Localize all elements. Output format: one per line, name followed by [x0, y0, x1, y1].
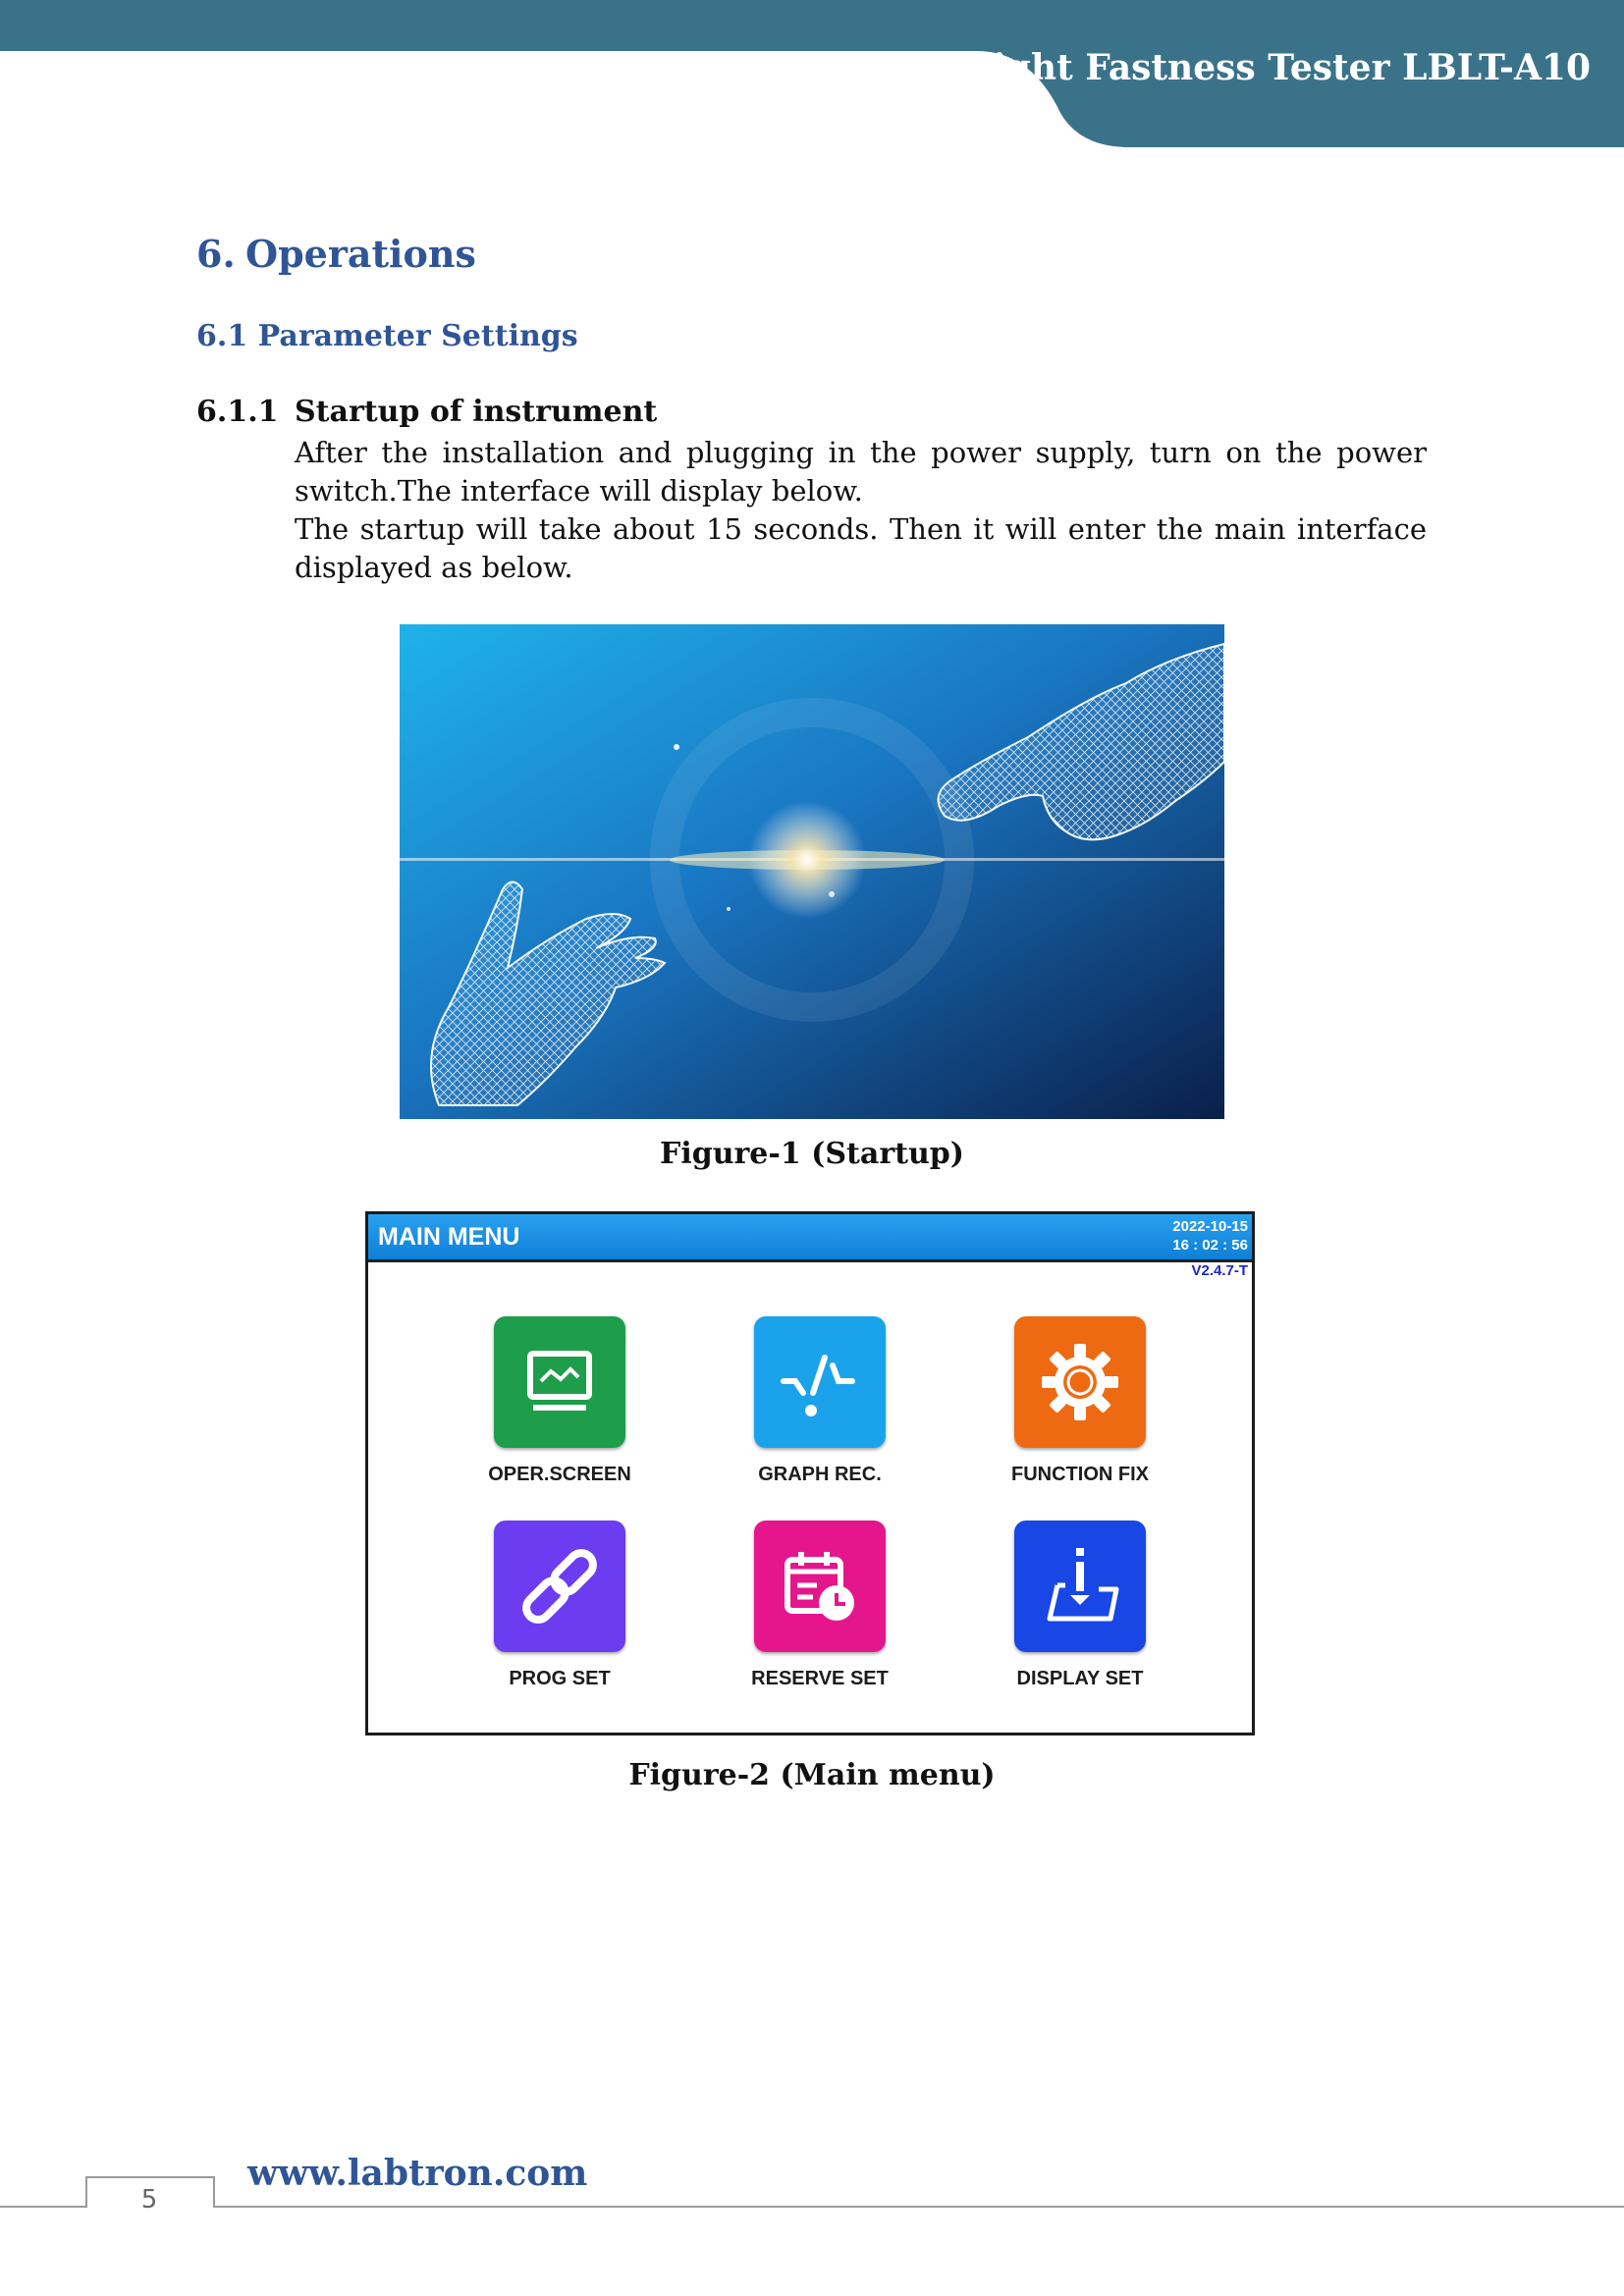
figure-2-caption: Figure-2 (Main menu)	[628, 1758, 996, 1792]
menu-date: 2022-10-15	[1172, 1218, 1248, 1235]
display-info-icon	[1014, 1521, 1146, 1652]
monitor-icon	[494, 1316, 625, 1448]
subsubsection-number: 6.1.1	[196, 395, 279, 429]
main-menu-screenshot	[365, 1211, 1255, 1735]
footer-website[interactable]: www.labtron.com	[247, 2153, 588, 2194]
section-heading	[196, 232, 476, 276]
calendar-clock-icon	[754, 1521, 886, 1652]
subsection-heading	[196, 319, 578, 353]
paragraph-2: The startup will take about 15 seconds. Then it will enter the main interface displayed as below.	[295, 512, 1427, 584]
graph-rec-label: GRAPH REC.	[758, 1464, 882, 1485]
figure-1-caption: Figure-1 (Startup)	[660, 1137, 964, 1171]
oper-screen-label: OPER.SCREEN	[488, 1464, 631, 1485]
document-title: Light Fastness Tester LBLT-A10	[967, 47, 1591, 88]
subsection-number: 6.1	[196, 319, 248, 353]
menu-title: MAIN MENU	[378, 1223, 520, 1251]
subsubsection-title: Startup of instrument	[295, 395, 658, 429]
page-number: 5	[140, 2185, 158, 2215]
startup-image	[400, 624, 1224, 1119]
menu-version: V2.4.7-T	[1191, 1262, 1248, 1279]
prog-set-label: PROG SET	[509, 1668, 611, 1689]
section-number: 6.	[196, 232, 236, 276]
reserve-set-label: RESERVE SET	[751, 1668, 889, 1689]
oper-screen-button[interactable]	[494, 1316, 625, 1448]
paragraph-1: After the installation and plugging in the power supply, turn on the power switch.The interface will display below.	[295, 436, 1427, 507]
link-icon	[494, 1521, 625, 1652]
section-title: Operations	[245, 232, 476, 276]
footer-rule	[0, 2169, 1624, 2209]
reserve-set-button[interactable]	[754, 1521, 886, 1652]
menu-title-bar	[368, 1214, 1252, 1262]
display-set-button[interactable]	[1014, 1521, 1146, 1652]
gear-icon	[1014, 1316, 1146, 1448]
subsection-title: Parameter Settings	[257, 319, 578, 353]
function-fix-label: FUNCTION FIX	[1011, 1464, 1149, 1485]
subsubsection-heading	[196, 395, 657, 429]
prog-set-button[interactable]	[494, 1521, 625, 1652]
graph-icon	[754, 1316, 886, 1448]
menu-time: 16 : 02 : 56	[1172, 1237, 1248, 1254]
graph-rec-button[interactable]	[754, 1316, 886, 1448]
function-fix-button[interactable]	[1014, 1316, 1146, 1448]
display-set-label: DISPLAY SET	[1016, 1668, 1144, 1689]
